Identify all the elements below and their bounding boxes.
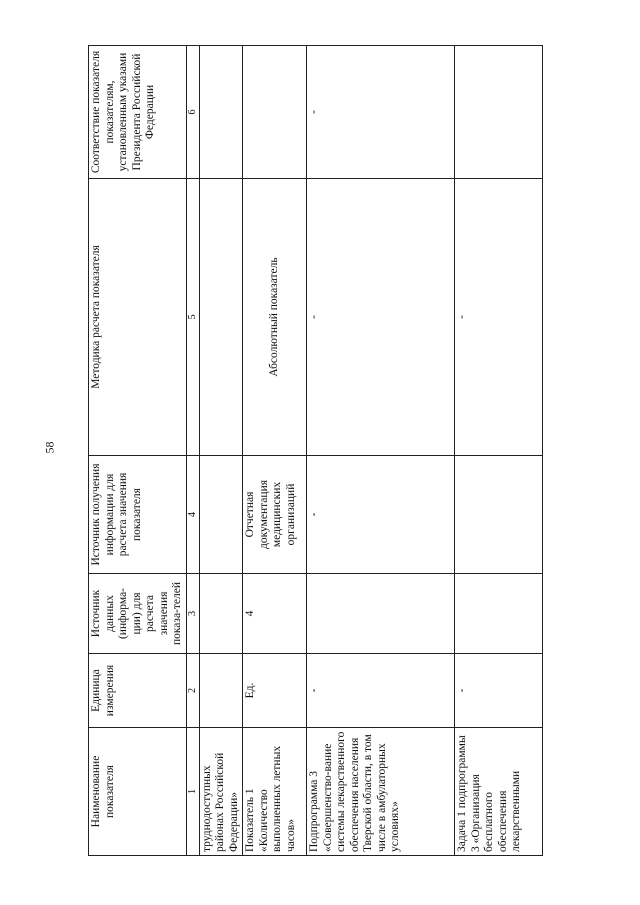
row-name: Задача 1 подпрограммы 3 «Организация бесплатного обеспечения лекарственными [455,728,543,856]
header-compliance: Соответствие показателя показателям, установленным указами Президента Российской Федерации [89,46,187,179]
row-compliance: - [307,46,455,179]
table-row [455,46,543,856]
row-data-source [199,574,243,654]
table-row [307,46,455,856]
column-number: 3 [186,574,199,654]
page-number: 58 [42,441,57,454]
header-name: Наименование показателя [89,728,187,856]
row-data-source [307,574,455,654]
row-compliance [243,46,307,179]
header-info-source: Источник получения информации для расчета значения показателя [89,456,187,574]
row-compliance [199,46,243,179]
row-name: Показатель 1 «Количество выполненных летных часов» [243,728,307,856]
row-info-source [455,456,543,574]
row-method: Абсолютный показатель [243,179,307,456]
column-number: 1 [186,728,199,856]
row-info-source: - [307,456,455,574]
row-method: - [307,179,455,456]
row-name: труднодоступных районах Российской Федерации» [199,728,243,856]
row-compliance [455,46,543,179]
rotated-table-container [88,46,522,856]
column-number: 6 [186,46,199,179]
column-number: 5 [186,179,199,456]
indicator-table [88,45,543,856]
column-number: 2 [186,654,199,728]
header-row [89,46,187,856]
row-info-source: Отчетная документация медицинских организаций [243,456,307,574]
row-unit [199,654,243,728]
row-method [199,179,243,456]
row-method: - [455,179,543,456]
row-info-source [199,456,243,574]
column-number-row [186,46,199,856]
column-number: 4 [186,456,199,574]
table-row [243,46,307,856]
header-method: Методика расчета показателя [89,179,187,456]
row-data-source: 4 [243,574,307,654]
row-unit: Ед. [243,654,307,728]
row-unit: - [307,654,455,728]
header-unit: Единица измерения [89,654,187,728]
table-row [199,46,243,856]
row-name: Подпрограмма 3 «Совершенство-вание системы лекарственного обеспечения населения Тверской области, в том числе в амбулаторных условиях» [307,728,455,856]
header-data-source: Источник данных (информа-ции) для расчета значения показа-телей [89,574,187,654]
row-unit: - [455,654,543,728]
row-data-source [455,574,543,654]
